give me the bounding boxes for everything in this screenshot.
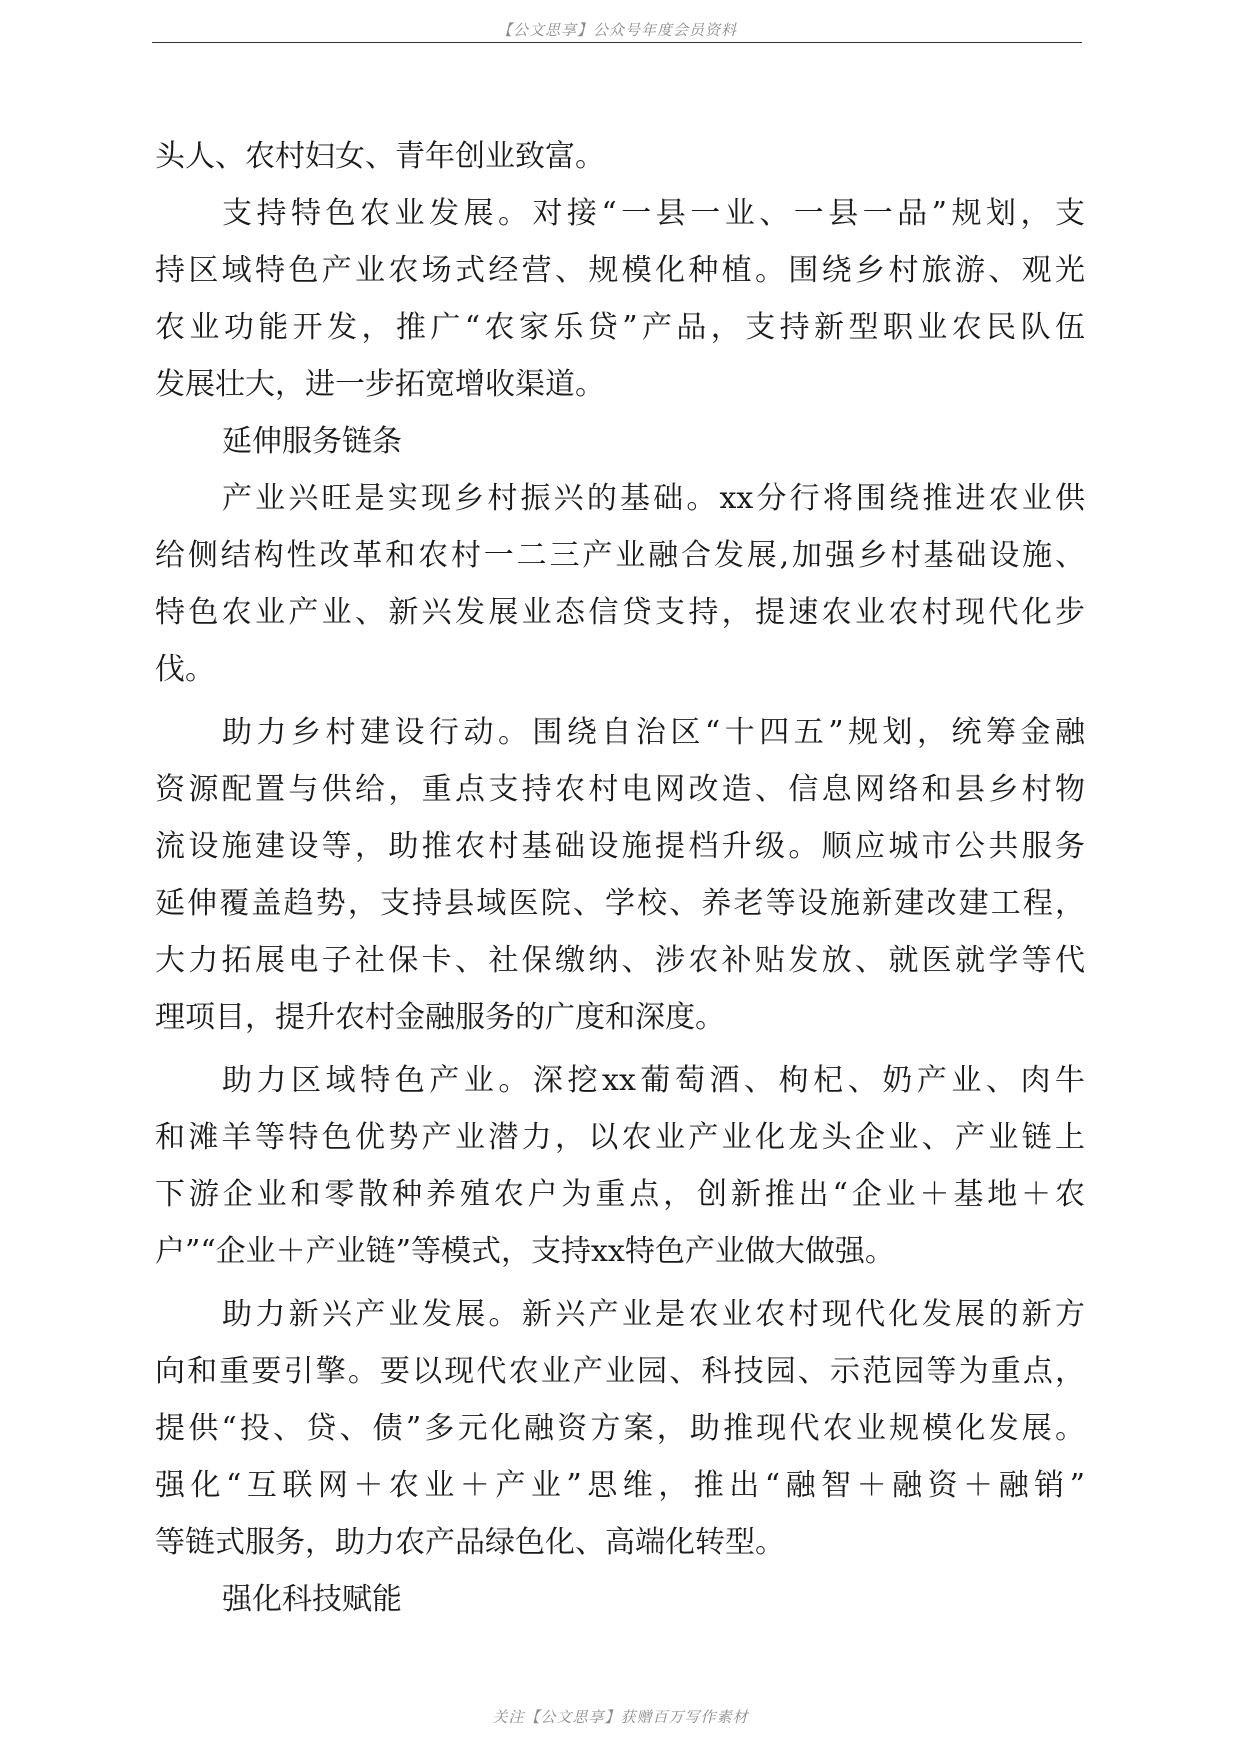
header-text: 【公文思享】公众号年度会员资料 xyxy=(496,21,737,39)
text-line: 户”“企业＋产业链”等模式，支持xx特色产业做大做强。 xyxy=(155,1234,895,1269)
text-line: 给侧结构性改革和农村一二三产业融合发展,加强乡村基础设施、 xyxy=(155,538,1085,573)
text-line: 特色农业产业、新兴发展业态信贷支持，提速农业农村现代化步 xyxy=(155,595,1085,630)
text-line: 助力区域特色产业。深挖xx葡萄酒、枸杞、奶产业、肉牛 xyxy=(222,1063,1085,1098)
footer-text: 关注【公文思享】获赠百万写作素材 xyxy=(492,1708,749,1726)
page-footer xyxy=(0,1706,1241,1727)
document-body xyxy=(155,128,1085,1628)
text-line: 农业功能开发，推广“农家乐贷”产品，支持新型职业农民队伍 xyxy=(155,310,1085,345)
text-line: 持区域特色产业农场式经营、规模化种植。围绕乡村旅游、观光 xyxy=(155,253,1085,288)
text-line: 下游企业和零散种养殖农户为重点，创新推出“企业＋基地＋农 xyxy=(155,1177,1085,1212)
text-line: 和滩羊等特色优势产业潜力，以农业产业化龙头企业、产业链上 xyxy=(155,1120,1085,1155)
text-line: 发展壮大，进一步拓宽增收渠道。 xyxy=(155,367,605,402)
text-line: 延伸覆盖趋势，支持县域医院、学校、养老等设施新建改建工程， xyxy=(155,886,1085,921)
text-line: 伐。 xyxy=(155,652,215,687)
text-line: 产业兴旺是实现乡村振兴的基础。xx分行将围绕推进农业供 xyxy=(222,481,1085,516)
text-line: 向和重要引擎。要以现代农业产业园、科技园、示范园等为重点， xyxy=(155,1354,1085,1389)
text-line: 头人、农村妇女、青年创业致富。 xyxy=(155,139,605,174)
section-heading: 强化科技赋能 xyxy=(222,1582,402,1617)
text-line: 理项目，提升农村金融服务的广度和深度。 xyxy=(155,1000,725,1035)
text-line: 提供“投、贷、债”多元化融资方案，助推现代农业规模化发展。 xyxy=(155,1411,1085,1446)
text-line: 流设施建设等，助推农村基础设施提档升级。顺应城市公共服务 xyxy=(155,829,1085,864)
page-header xyxy=(152,18,1082,43)
text-line: 支持特色农业发展。对接“一县一业、一县一品”规划，支 xyxy=(222,196,1085,231)
text-line: 等链式服务，助力农产品绿色化、高端化转型。 xyxy=(155,1525,785,1560)
text-line: 强化“互联网＋农业＋产业”思维，推出“融智＋融资＋融销” xyxy=(155,1468,1085,1503)
text-line: 大力拓展电子社保卡、社保缴纳、涉农补贴发放、就医就学等代 xyxy=(155,943,1085,978)
text-line: 助力乡村建设行动。围绕自治区“十四五”规划，统筹金融 xyxy=(222,715,1085,750)
text-line: 资源配置与供给，重点支持农村电网改造、信息网络和县乡村物 xyxy=(155,772,1085,807)
text-line: 助力新兴产业发展。新兴产业是农业农村现代化发展的新方 xyxy=(222,1297,1085,1332)
section-heading: 延伸服务链条 xyxy=(222,424,402,459)
